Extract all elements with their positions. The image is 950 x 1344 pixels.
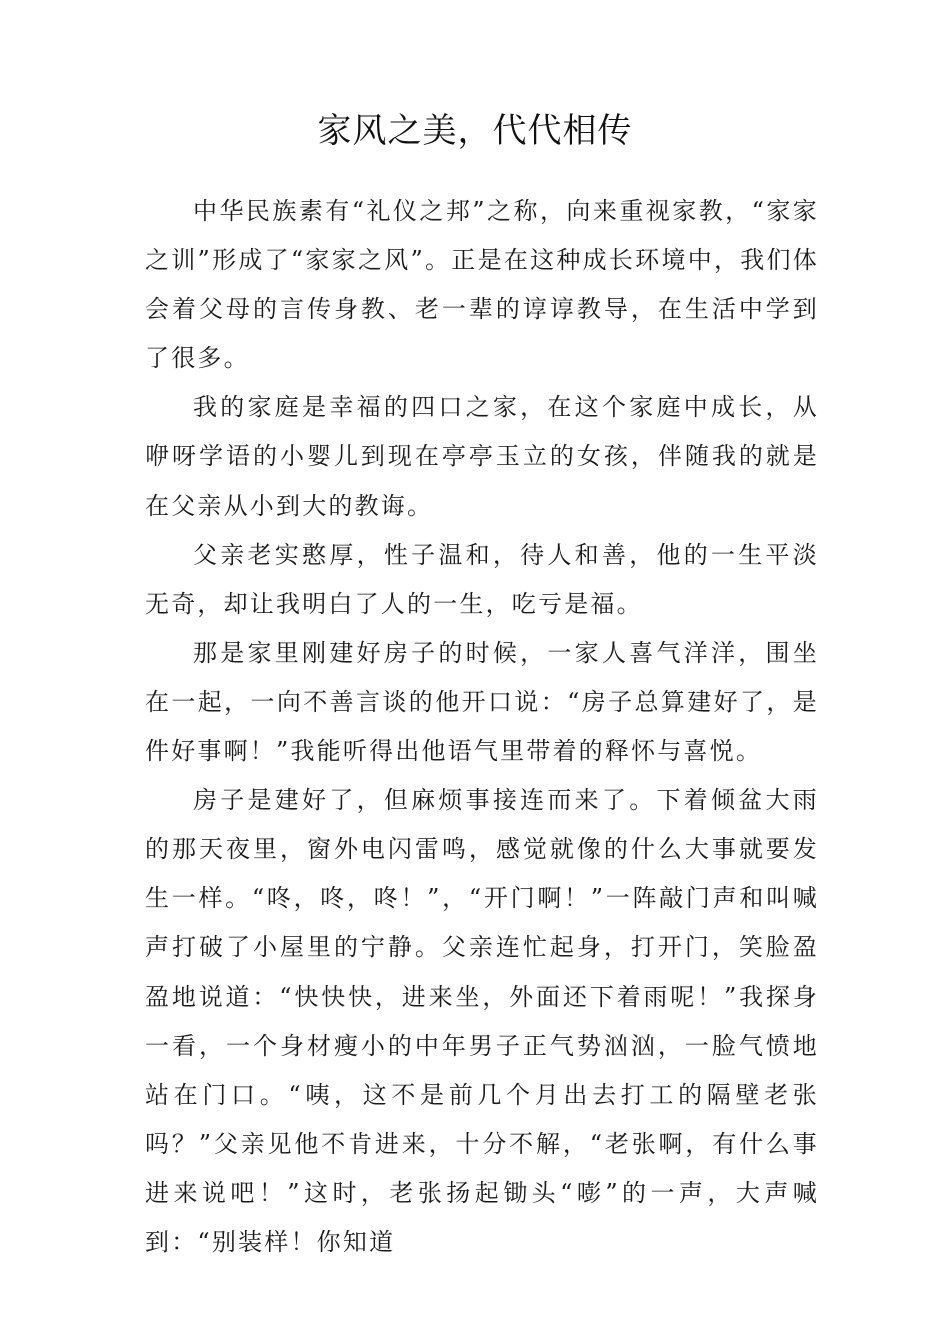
paragraph: 父亲老实憨厚，性子温和，待人和善，他的一生平淡无奇，却让我明白了人的一生，吃亏是福。: [145, 540, 819, 618]
paragraph: 我的家庭是幸福的四口之家，在这个家庭中成长，从咿呀学语的小婴儿到现在亭亭玉立的女孩，伴随我的就是在父亲从小到大的教诲。: [145, 393, 819, 520]
paragraph: 那是家里刚建好房子的时候，一家人喜气洋洋，围坐在一起，一向不善言谈的他开口说：“房子总算建好了，是件好事啊！”我能听得出他语气里带着的释怀与喜悦。: [145, 638, 819, 766]
paragraph: 中华民族素有“礼仪之邦”之称，向来重视家教，“家家之训”形成了“家家之风”。正是在这种成长环境中，我们体会着父母的言传身教、老一辈的谆谆教导，在生活中学到了很多。: [145, 197, 819, 373]
document-body: [145, 187, 819, 1267]
document-title: 家风之美，代代相传: [317, 111, 633, 151]
paragraph: 房子是建好了，但麻烦事接连而来了。下着倾盆大雨的那天夜里，窗外电闪雷鸣，感觉就像的什么大事就要发生一样。“咚，咚，咚！”，“开门啊！”一阵敲门声和叫喊声打破了小屋里的宁静。父亲连忙起身，打开门，笑脸盈盈地说道：“快快快，进来坐，外面还下着雨呢！”我探身一看，一个身材瘦小的中年男子正气势汹汹，一脸气愤地站在门口。“咦，这不是前几个月出去打工的隔壁老张吗？”父亲见他不肯进来，十分不解，“老张啊，有什么事进来说吧！”这时，老张扬起锄头“嘭”的一声，大声喊到：“别装样！你知道: [145, 786, 819, 1256]
